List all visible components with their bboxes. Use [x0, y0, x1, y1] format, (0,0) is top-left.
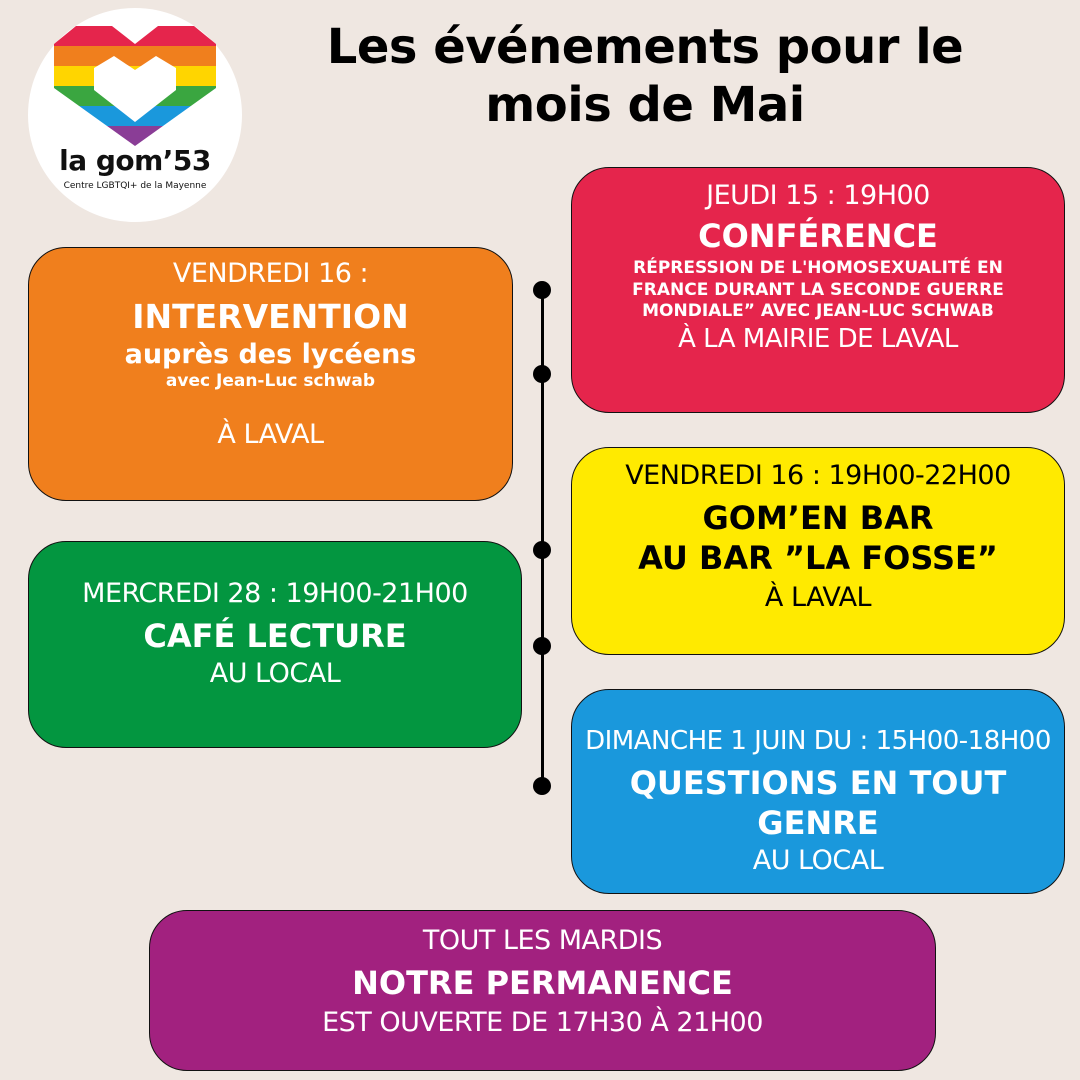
timeline-dot: [533, 637, 551, 655]
event-detail: EST OUVERTE DE 17H30 À 21H00: [322, 1007, 763, 1039]
logo-subtitle: Centre LGBTQI+ de la Mayenne: [63, 181, 207, 191]
title-line-2: mois de Mai: [485, 77, 805, 133]
event-card-gomenbar: [571, 447, 1065, 655]
event-date: TOUT LES MARDIS: [422, 925, 663, 956]
timeline-dot: [533, 365, 551, 383]
timeline-dot: [533, 777, 551, 795]
event-date: DIMANCHE 1 JUIN DU : 15H00-18H00: [585, 726, 1051, 756]
event-title: INTERVENTION: [132, 297, 409, 337]
event-date: JEUDI 15 : 19H00: [706, 180, 930, 211]
event-title: QUESTIONS EN TOUT GENRE: [629, 764, 1007, 843]
event-title: NOTRE PERMANENCE: [352, 964, 733, 1003]
timeline-line: [541, 288, 544, 788]
page-title: [290, 18, 1000, 134]
logo: [28, 8, 242, 222]
event-place: À LA MAIRIE DE LAVAL: [678, 324, 958, 355]
event-subtitle: auprès des lycéens: [124, 338, 417, 370]
event-description-line: RÉPRESSION DE L'HOMOSEXUALITÉ EN: [633, 258, 1003, 279]
event-place: AU LOCAL: [752, 845, 884, 877]
title-line-1: Les événements pour le: [326, 19, 964, 75]
event-description-line: MONDIALE” AVEC JEAN-LUC SCHWAB: [642, 300, 994, 321]
event-date: MERCREDI 28 : 19H00-21H00: [82, 578, 468, 609]
event-card-cafe: [28, 541, 522, 748]
event-card-permanence: [149, 910, 936, 1071]
timeline-dot: [533, 281, 551, 299]
event-title: AU BAR ”LA FOSSE”: [638, 539, 998, 578]
event-title: CONFÉRENCE: [698, 217, 938, 256]
rainbow-heart-icon: [54, 26, 216, 146]
timeline-dot: [533, 541, 551, 559]
event-guest: avec Jean-Luc schwab: [165, 371, 376, 392]
event-place: À LAVAL: [764, 582, 872, 614]
event-date: VENDREDI 16 : 19H00-22H00: [625, 460, 1011, 491]
logo-name: la gom’53: [59, 144, 211, 177]
event-description-line: FRANCE DURANT LA SECONDE GUERRE: [632, 279, 1004, 300]
event-place: AU LOCAL: [209, 658, 341, 690]
event-place: À LAVAL: [217, 418, 324, 450]
event-card-questions: [571, 689, 1065, 894]
event-title: CAFÉ LECTURE: [143, 617, 407, 656]
event-title: GOM’EN BAR: [702, 499, 934, 538]
event-card-intervention: [28, 247, 513, 501]
event-card-conference: [571, 167, 1065, 413]
event-date: VENDREDI 16 :: [172, 258, 369, 289]
